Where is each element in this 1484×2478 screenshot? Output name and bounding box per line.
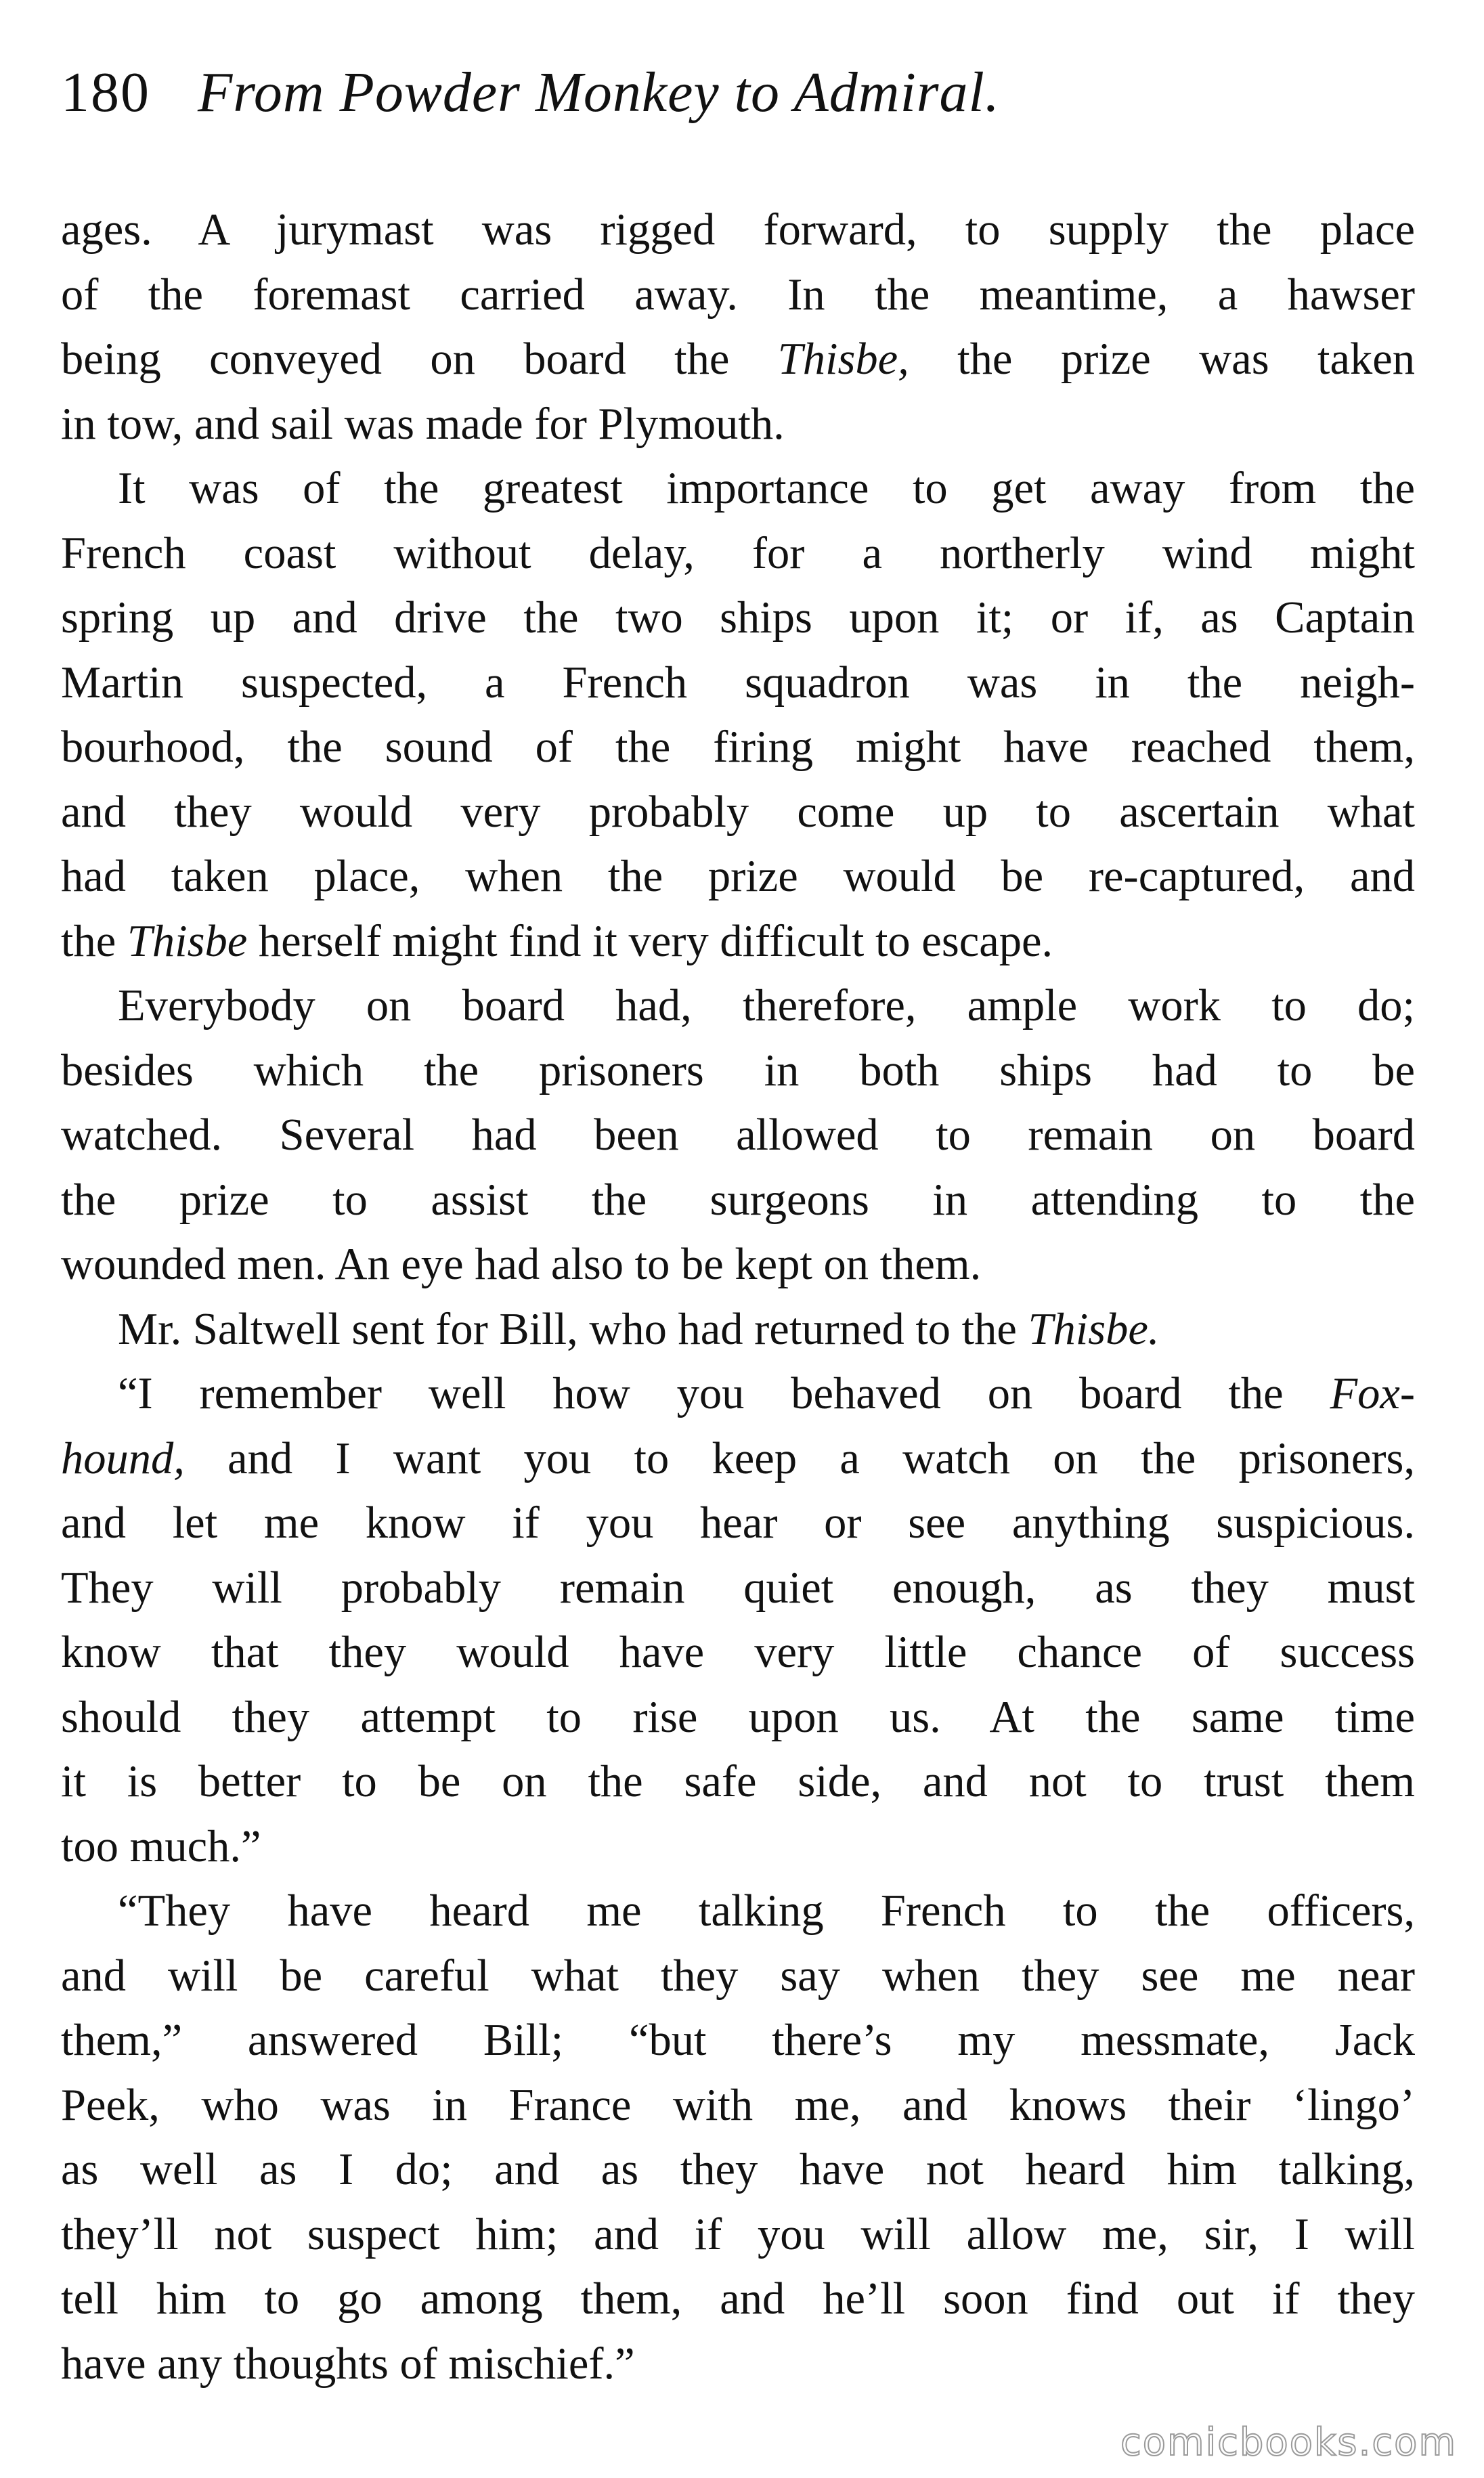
text-line: bourhood, the sound of the firing might have reached them, [61,722,1415,772]
text-segment: the prize was taken [909,334,1415,384]
text-line: know that they would have very little chance of success [61,1628,1415,1677]
text-line: tell him to go among them, and he’ll soon find out if they [61,2274,1415,2324]
text-line: French coast without delay, for a northerly wind might [61,528,1415,578]
text-line: They will probably remain quiet enough, as they must [61,1563,1415,1613]
text-line: watched. Several had been allowed to remain on board [61,1110,1415,1160]
text-line: It was of the greatest importance to get away from the [118,464,1415,513]
text-line: it is better to be on the safe side, and not to trust them [61,1757,1415,1806]
watermark: comicbooks.com [1120,2420,1457,2464]
ship-name: Thisbe. [1028,1304,1160,1354]
text-line: in tow, and sail was made for Plymouth. [61,399,785,449]
text-line: “They have heard me talking French to the officers, [118,1886,1415,1936]
text-line [61,327,1415,392]
ship-name: Thisbe [127,916,248,966]
text-segment: being conveyed on board the [61,334,778,384]
body-text [61,198,1415,2396]
ship-name: Fox- [1330,1369,1415,1418]
text-segment: the [61,916,127,966]
text-line: wounded men. An eye had also to be kept on them. [61,1240,982,1289]
text-line [61,1297,1415,1362]
ship-name: hound, [61,1433,185,1483]
text-line: of the foremast carried away. In the meantime, a hawser [61,269,1415,320]
text-line: the prize to assist the surgeons in attending to the [61,1175,1415,1225]
text-line: them,” answered Bill; “but there’s my messmate, Jack [61,2016,1415,2065]
text-segment: “I remember well how you behaved on board the [118,1369,1330,1418]
text-line: and let me know if you hear or see anything suspicious. [61,1498,1415,1548]
text-segment: and I want you to keep a watch on the prisoners, [184,1433,1415,1483]
running-title: From Powder Monkey to Admiral. [198,61,1000,124]
text-line [61,1427,1415,1492]
page-header [61,60,1408,141]
text-line: Martin suspected, a French squadron was in the neigh- [61,657,1415,708]
text-line: have any thoughts of mischief.” [61,2339,635,2389]
text-line: too much.” [61,1821,261,1871]
text-line: besides which the prisoners in both ships had to be [61,1045,1415,1095]
text-line: and they would very probably come up to ascertain what [61,787,1415,837]
text-line: and will be careful what they say when they see me near [61,1951,1415,2001]
text-line: ages. A jurymast was rigged forward, to supply the place [61,205,1415,255]
text-line [61,909,1415,974]
text-line: they’ll not suspect him; and if you will allow me, sir, I will [61,2209,1415,2259]
text-line: should they attempt to rise upon us. At the same time [61,1692,1415,1742]
text-segment: herself might find it very difficult to escape. [247,916,1053,966]
text-line: Peek, who was in France with me, and knows their ‘lingo’ [61,2080,1415,2130]
text-line [61,1362,1415,1427]
text-line: had taken place, when the prize would be re-captured, and [61,852,1415,901]
ship-name: Thisbe, [777,334,909,384]
text-line: spring up and drive the two ships upon it; or if, as Captain [61,593,1415,643]
text-line: Everybody on board had, therefore, ample work to do; [118,981,1415,1030]
page-number: 180 [61,61,150,124]
text-segment: Mr. Saltwell sent for Bill, who had returned to the [118,1304,1028,1354]
text-line: as well as I do; and as they have not heard him talking, [61,2145,1415,2194]
